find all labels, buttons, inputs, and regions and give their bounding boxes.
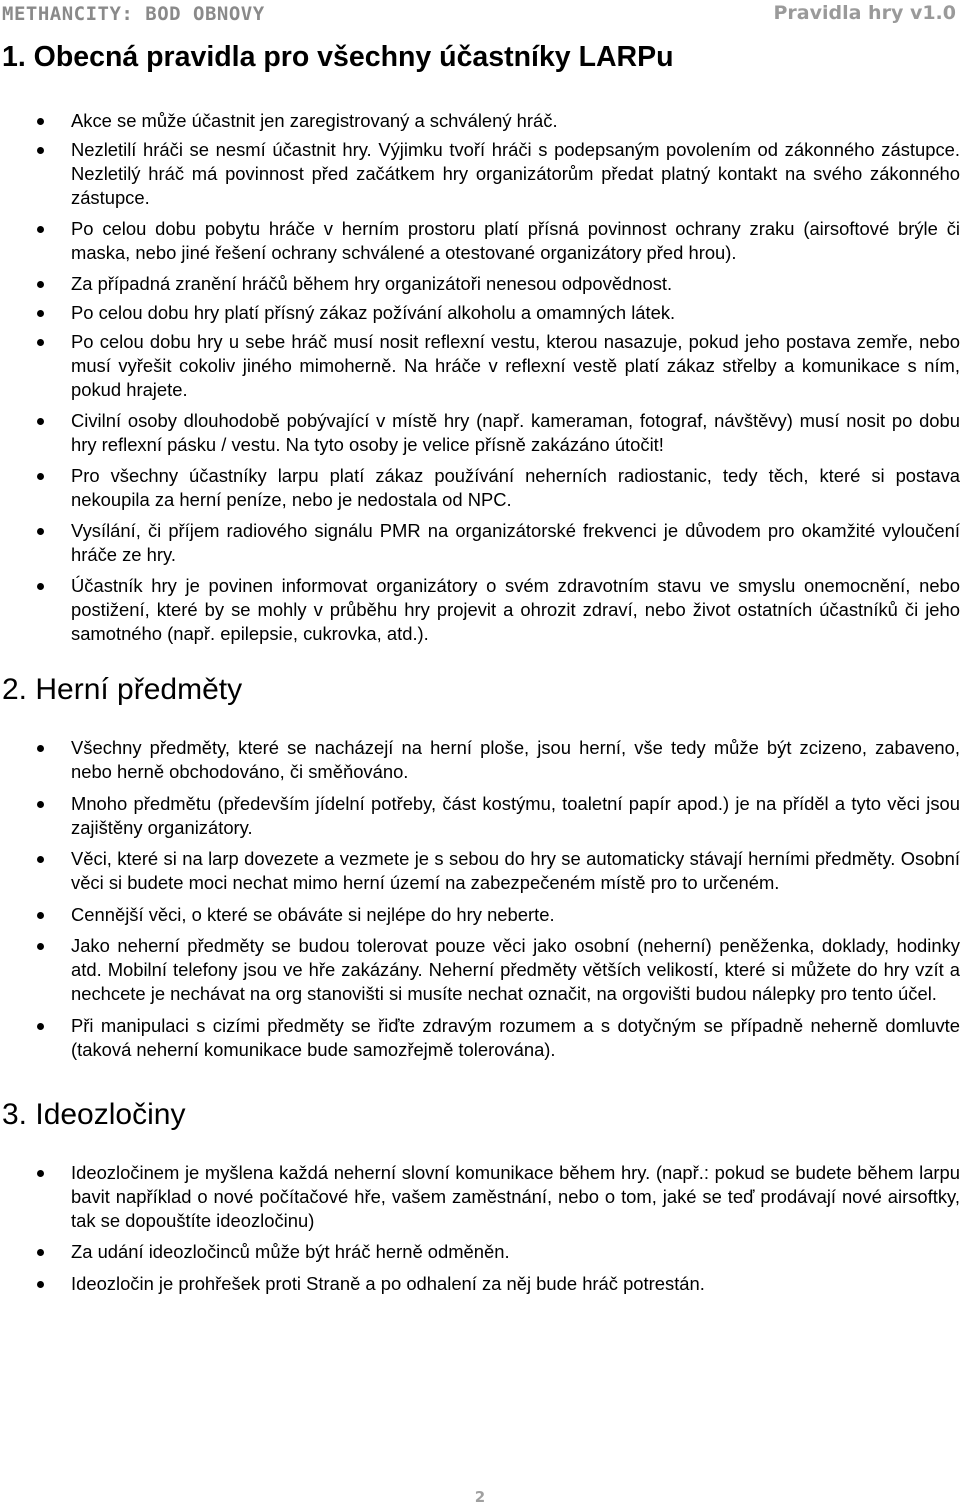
list-item: Věci, které si na larp dovezete a vezmete je s sebou do hry se automaticky stávají herními předměty. Osobní věci si budete moci nechat mimo herní území na zabezpečeném místě pro to určeném. <box>0 847 960 895</box>
list-item: Po celou dobu hry platí přísný zákaz požívání alkoholu a omamných látek. <box>0 301 960 325</box>
section-title-general-rules: 1. Obecná pravidla pro všechny účastníky LARPu <box>2 41 674 73</box>
list-item: Jako neherní předměty se budou tolerovat pouze věci jako osobní (neherní) peněženka, doklady, hodinky atd. Mobilní telefony jsou ve hře zakázány. Neherní předměty větších velikostí, které si můžete do hry vzít a nechcete je nechávat na org stanovišti si musíte nechat označit, na orgovišti budou nálepky pro tento účel. <box>0 934 960 1006</box>
list-item: Po celou dobu pobytu hráče v herním prostoru platí přísná povinnost ochrany zraku (airsoftové brýle či maska, nebo jiné řešení ochrany schválené a otestované organizátory před hrou). <box>0 217 960 265</box>
list-item: Akce se může účastnit jen zaregistrovaný a schválený hráč. <box>0 109 960 133</box>
game-items-list <box>0 736 960 1062</box>
list-item: Účastník hry je povinen informovat organizátory o svém zdravotním stavu ve smyslu onemocnění, nebo postižení, které by se mohly v průběhu hry projevit a ohrozit zdraví, nebo život ostatních účastníků či jeho samotného (např. epilepsie, cukrovka, atd.). <box>0 574 960 646</box>
list-item: Nezletilí hráči se nesmí účastnit hry. Výjimku tvoří hráči s podepsaným povolením od zákonného zástupce. Nezletilý hráč má povinnost před začátkem hry organizátorům předat platný kontakt na svého zákonného zástupce. <box>0 138 960 210</box>
list-item: Po celou dobu hry u sebe hráč musí nosit reflexní vestu, kterou nasazuje, pokud jeho postava zemře, nebo musí vyřešit cokoliv jiného mimoherně. Na hráče v reflexní vestě platí zákaz střelby a komunikace s ním, pokud hrajete. <box>0 330 960 402</box>
list-item: Všechny předměty, které se nacházejí na herní ploše, jsou herní, vše tedy může být zcizeno, zabaveno, nebo herně obchodováno, či směňováno. <box>0 736 960 784</box>
list-item: Pro všechny účastníky larpu platí zákaz používání neherních radiostanic, tedy těch, které si postava nekoupila za herní peníze, nebo je nedostala od NPC. <box>0 464 960 512</box>
list-item: Za udání ideozločinců může být hráč herně odměněn. <box>0 1240 960 1264</box>
list-item: Civilní osoby dlouhodobě pobývající v místě hry (např. kameraman, fotograf, návštěvy) musí nosit po dobu hry reflexní pásku / vestu. Na tyto osoby je velice přísně zakázáno útočit! <box>0 409 960 457</box>
thoughtcrimes-list <box>0 1161 960 1296</box>
section-title-game-items: 2. Herní předměty <box>2 673 243 706</box>
list-item: Za případná zranění hráčů během hry organizátoři nenesou odpovědnost. <box>0 272 960 296</box>
document-title: METHANCITY: BOD OBNOVY <box>2 3 265 25</box>
list-item: Ideozločinem je myšlena každá neherní slovní komunikace během hry. (např.: pokud se budete během larpu bavit například o nové počítačové hře, vašem zaměstnání, nebo o tom, jaké se teď prodávají nové airsoftky, tak se dopouštíte ideozločinu) <box>0 1161 960 1233</box>
list-item: Vysílání, či příjem radiového signálu PMR na organizátorské frekvenci je důvodem pro okamžité vyloučení hráče ze hry. <box>0 519 960 567</box>
page-header <box>0 0 960 28</box>
general-rules-list <box>0 109 960 646</box>
section-title-thoughtcrimes: 3. Ideozločiny <box>2 1097 186 1131</box>
list-item: Mnoho předmětu (především jídelní potřeby, část kostýmu, toaletní papír apod.) je na příděl a tyto věci jsou zajištěny organizátory. <box>0 792 960 840</box>
list-item: Cennější věci, o které se obáváte si nejlépe do hry neberte. <box>0 903 960 927</box>
list-item: Při manipulaci s cizími předměty se řiďte zdravým rozumem a s dotyčným se případně neherně domluvte (taková neherní komunikace bude samozřejmě tolerována). <box>0 1014 960 1062</box>
document-body <box>0 38 960 1303</box>
document-version: Pravidla hry v1.0 <box>773 2 956 24</box>
list-item: Ideozločin je prohřešek proti Straně a po odhalení za něj bude hráč potrestán. <box>0 1272 960 1296</box>
page-number: 2 <box>474 1488 486 1506</box>
